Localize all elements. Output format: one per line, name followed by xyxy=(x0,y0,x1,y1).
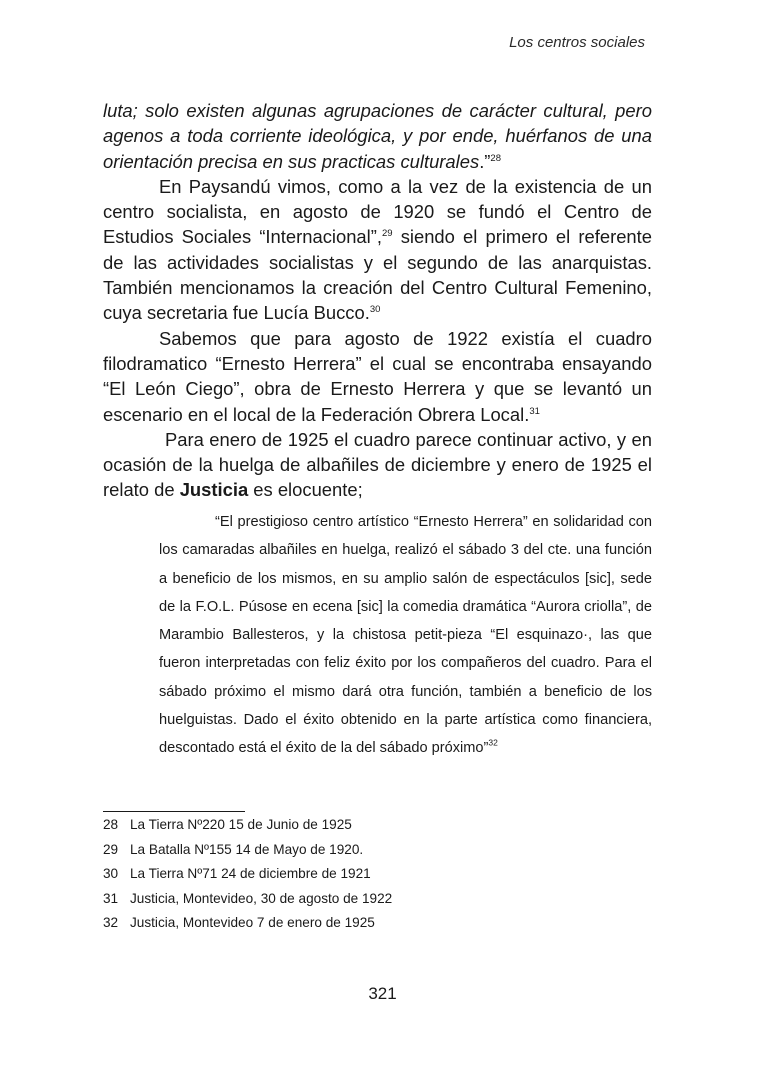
newspaper-name-justicia: Justicia xyxy=(179,479,249,501)
footnote-number: 30 xyxy=(103,866,119,881)
footnote-text: Justicia, Montevideo, 30 de agosto de 1922 xyxy=(130,890,393,906)
paragraph-enero-text-b: es elocuente; xyxy=(248,479,363,501)
footnote-ref-29: 29 xyxy=(381,228,393,240)
paragraph-enero-1925 xyxy=(103,427,652,503)
footnote-number: 32 xyxy=(103,915,119,930)
footnote-ref-30: 30 xyxy=(369,304,381,316)
running-head: Los centros sociales xyxy=(509,34,645,51)
paragraph-cuadro-text: Sabemos que para agosto de 1922 existía el cuadro filodramatico “Ernesto Herrera” el cual se encontraba ensayando “El León Ciego”, obra de Ernesto Herrera y que se levantó un escenario en el local de la Federación Obrera Local. xyxy=(103,327,652,425)
footnote-item xyxy=(103,887,652,912)
paragraph-paysandu-text-b: siendo el primero el referente de las actividades socialistas y el segundo de las anarquistas. También mencionamos la creación del Centro Cultural Femenino, cuya secretaria fue Lucía Bucco. xyxy=(103,226,652,324)
paragraph-quote-continuation xyxy=(103,98,652,174)
footnotes xyxy=(103,813,652,936)
footnote-number: 31 xyxy=(103,890,119,906)
footnote-ref-31: 31 xyxy=(529,405,540,417)
block-quote-paragraph xyxy=(159,508,652,763)
footnote-text: Justicia, Montevideo 7 de enero de 1925 xyxy=(130,915,375,930)
footnote-text: La Tierra Nº71 24 de diciembre de 1921 xyxy=(130,866,371,881)
paragraph-paysandu xyxy=(103,174,652,326)
footnote-ref-32: 32 xyxy=(488,738,498,748)
footnote-text: La Tierra Nº220 15 de Junio de 1925 xyxy=(130,817,352,832)
block-quote-text: “El prestigioso centro artístico “Ernesto Herrera” en solidaridad con los camaradas albañiles en huelga, realizó el sábado 3 del cte. una función a beneficio de los mismos, en su amplio salón de espectáculos [sic], sede de la F.O.L. Púsose en ecena [sic] la comedia dramática “Aurora criolla”, de Marambio Ballesteros, y la chistosa petit-pieza “El esquinazo·, las que fueron interpretadas con feliz éxito por los compañeros del cuadro. Para el sábado próximo el mismo dará otra función, también a beneficio de los huelguistas. Dado el éxito obtenido en la parte artística como financiera, descontado está el éxito de la del sábado próximo” xyxy=(159,514,652,757)
paragraph-enero-text-a: Para enero de 1925 el cuadro parece continuar activo, y en ocasión de la huelga de albañiles de diciembre y enero de 1925 el relato de xyxy=(103,428,652,501)
paragraph-cuadro-filodramatico xyxy=(103,326,652,427)
footnote-item xyxy=(103,862,652,887)
footnote-ref-28: 28 xyxy=(490,152,501,164)
footnote-item xyxy=(103,813,652,838)
paragraph-paysandu-text-a: En Paysandú vimos, como a la vez de la existencia de un centro socialista, en agosto de 1920 se fundó el Centro de Estudios Sociales “Internacional”, xyxy=(103,175,652,248)
quote-continuation-text: luta; solo existen algunas agrupaciones de carácter cultural, pero agenos a toda corriente ideológica, y por ende, huérfanos de una orientación precisa en sus practicas culturales xyxy=(103,100,652,172)
page-number: 321 xyxy=(368,984,397,1003)
footnote-divider xyxy=(103,811,245,812)
footnote-text: La Batalla Nº155 14 de Mayo de 1920. xyxy=(130,841,364,857)
footnote-number: 29 xyxy=(103,841,119,857)
footnote-item xyxy=(103,838,652,863)
body-text xyxy=(103,98,652,503)
quote-closing-mark: .” xyxy=(479,150,491,172)
footnote-item xyxy=(103,911,652,936)
block-quote xyxy=(159,508,652,763)
footnote-number: 28 xyxy=(103,817,119,832)
